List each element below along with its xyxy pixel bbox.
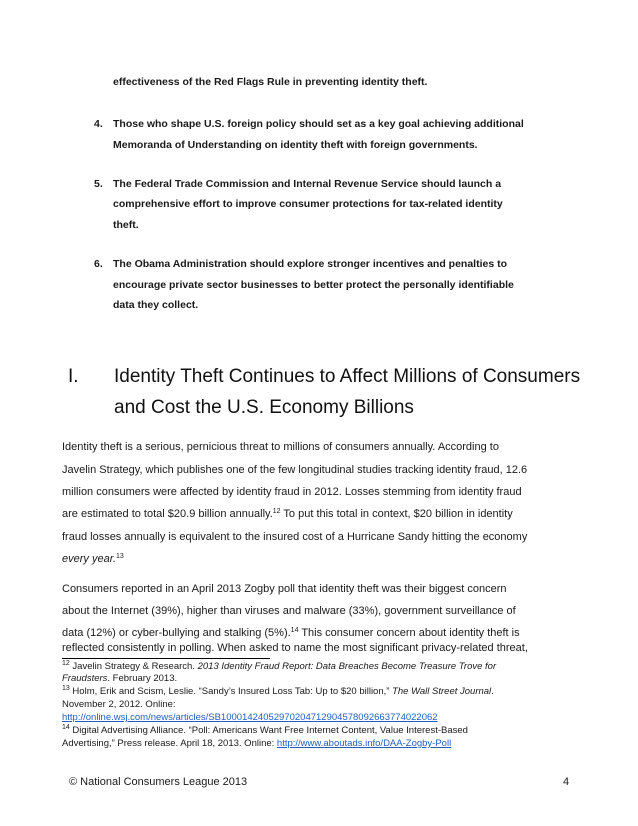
aboutads-link[interactable]: http://www.aboutads.info/DAA-Zogby-Poll <box>276 738 452 749</box>
paragraph-line <box>62 626 520 640</box>
footnote-12 <box>62 661 496 673</box>
paragraph-line: Consumers reported in an April 2013 Zogby poll that identity theft was their biggest concern <box>62 583 507 595</box>
recommendation-line: Those who shape U.S. foreign policy should set as a key goal achieving additional <box>113 118 524 130</box>
footnote-number: 12 <box>62 660 70 667</box>
footnote-text: . February 2013. <box>107 673 178 684</box>
footnote-number: 13 <box>62 685 70 692</box>
recommendation-line: encourage private sector businesses to better protect the personally identifiable <box>113 279 514 291</box>
recommendation-number: 5. <box>94 178 103 190</box>
paragraph-line: million consumers were affected by identity fraud in 2012. Losses stemming from identity fraud <box>62 486 522 498</box>
recommendation-line: The Obama Administration should explore stronger incentives and penalties to <box>113 258 508 270</box>
recommendation-line: theft. <box>113 219 139 231</box>
recommendation-number: 6. <box>94 258 103 270</box>
section-title-line: and Cost the U.S. Economy Billions <box>114 397 414 418</box>
footnote-title: Fraudsters <box>62 673 108 684</box>
footnote-ref: 13 <box>116 553 124 560</box>
paragraph-text: data (12%) or cyber-bullying and stalking (5%). <box>62 627 291 639</box>
paragraph-line: Javelin Strategy, which publishes one of the few longitudinal studies tracking identity fraud, 12.6 <box>62 464 528 476</box>
footnote-ref: 14 <box>290 627 299 634</box>
footnote-13-cont: November 2, 2012. Online: <box>62 699 176 710</box>
section-title-line: Identity Theft Continues to Affect Millions of Consumers <box>114 366 581 387</box>
footnote-title: The Wall Street Journal <box>392 686 492 697</box>
recommendation-line: The Federal Trade Commission and Internal Revenue Service should launch a <box>113 178 502 190</box>
footnote-ref: 12 <box>272 508 281 515</box>
footnote-13 <box>62 686 494 698</box>
footnote-text: Advertising,” Press release. April 18, 2013. Online: <box>62 738 277 749</box>
section-numeral: I. <box>68 366 79 387</box>
paragraph-line: about the Internet (39%), higher than viruses and malware (33%), government surveillance of <box>62 605 516 617</box>
footnote-14 <box>62 725 468 737</box>
footnote-text: Digital Advertising Alliance. “Poll: Americans Want Free Internet Content, Value Interest-Based <box>69 725 468 736</box>
recommendation-line: data they collect. <box>113 299 199 311</box>
paragraph-text: To put this total in context, $20 billion in identity <box>280 508 513 520</box>
recommendation-line: comprehensive effort to improve consumer protections for tax-related identity <box>113 198 503 210</box>
footnote-text: Holm, Erik and Scism, Leslie. “Sandy’s Insured Loss Tab: Up to $20 billion,” <box>69 686 393 697</box>
wsj-link[interactable]: http://online.wsj.com/news/articles/SB10001424052970204712904578092663774022062 <box>62 712 438 723</box>
paragraph-line: Identity theft is a serious, pernicious threat to millions of consumers annually. According to <box>62 441 499 453</box>
footnote-text: Javelin Strategy & Research. <box>69 661 198 672</box>
footnote-text: . <box>491 686 494 697</box>
footnote-title: 2013 Identity Fraud Report: Data Breaches Become Treasure Trove for <box>197 661 497 672</box>
paragraph-text-italic: every year. <box>62 553 117 565</box>
paragraph-line <box>62 507 513 521</box>
paragraph-line <box>62 552 124 566</box>
footnote-13-url <box>62 712 438 724</box>
paragraph-text: This consumer concern about identity theft is <box>298 627 520 639</box>
paragraph-line: reflected consistently in polling. When asked to name the most significant privacy-related threat, <box>62 642 528 654</box>
recommendation-number: 4. <box>94 118 103 130</box>
paragraph-line: fraud losses annually is equivalent to the insured cost of a Hurricane Sandy hitting the economy <box>62 531 528 543</box>
footnote-12-cont <box>62 673 177 685</box>
footnote-divider <box>62 658 270 659</box>
recommendation-continuation: effectiveness of the Red Flags Rule in preventing identity theft. <box>113 76 428 88</box>
footer-copyright: © National Consumers League 2013 <box>69 776 248 788</box>
paragraph-text: are estimated to total $20.9 billion annually. <box>62 508 273 520</box>
page-number: 4 <box>563 776 570 788</box>
footnote-14-cont <box>62 738 451 750</box>
recommendation-line: Memoranda of Understanding on identity theft with foreign governments. <box>113 139 478 151</box>
footnote-number: 14 <box>62 724 70 731</box>
